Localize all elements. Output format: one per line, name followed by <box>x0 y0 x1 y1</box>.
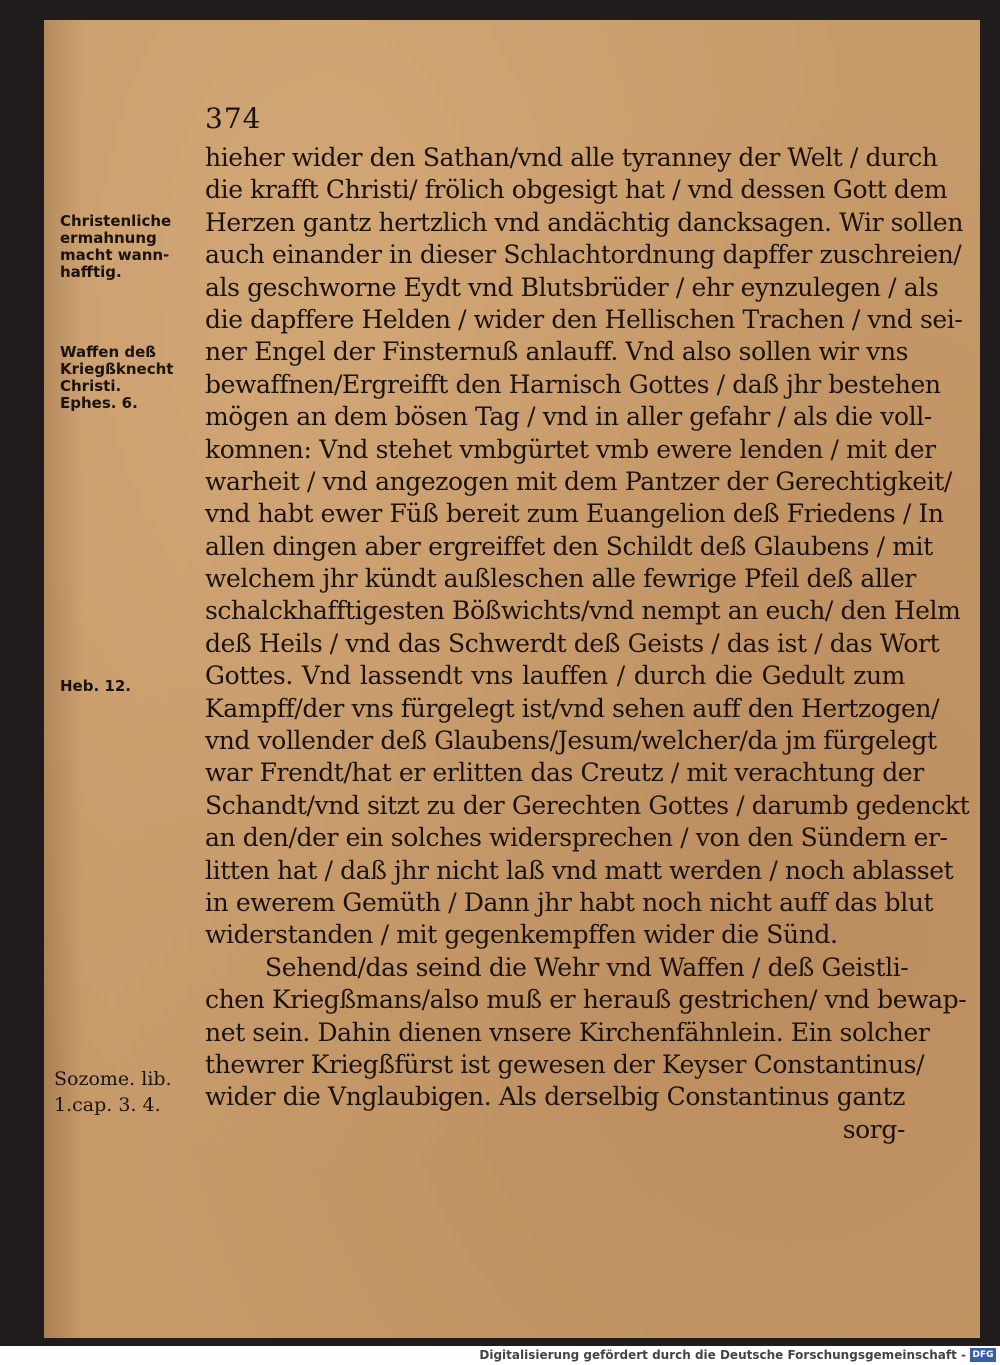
margin-note-line: Sozome. lib. <box>54 1068 172 1090</box>
margin-note-1 <box>60 213 171 281</box>
text-line: hieher wider den Sathan/vnd alle tyranney der Welt / durch <box>205 143 938 172</box>
margin-note-line: Christi. <box>60 377 122 395</box>
text-line: die dapffere Helden / wider den Hellischen Trachen / vnd sei- <box>205 304 963 334</box>
text-line: bewaffnen/Ergreifft den Harnisch Gottes / daß jhr bestehen <box>205 369 941 399</box>
text-line: litten hat / daß jhr nicht laß vnd matt werden / noch ablasset <box>205 855 954 885</box>
text-line: an den/der ein solches widersprechen / von den Sündern er- <box>205 823 948 853</box>
text-line: schalckhafftigesten Bößwichts/vnd nempt an euch/ den Helm <box>205 596 961 626</box>
margin-note-line: ermahnung <box>60 229 157 247</box>
margin-note-line: Ephes. 6. <box>60 394 138 412</box>
margin-note-line: Heb. 12. <box>60 677 131 695</box>
text-line: in ewerem Gemüth / Dann jhr habt noch nicht auff das blut <box>205 887 934 917</box>
text-line: auch einander in dieser Schlachtordnung dapffer zuschreien/ <box>205 240 962 270</box>
margin-note-4 <box>54 1066 172 1118</box>
margin-note-line: Waffen deß <box>60 343 157 361</box>
text-line: chen Kriegßmans/also muß er herauß gestrichen/ vnd bewap- <box>205 985 967 1015</box>
text-line: mögen an dem bösen Tag / vnd in aller gefahr / als die voll- <box>205 402 932 432</box>
text-line: thewrer Kriegßfürst ist gewesen der Keyser Constantinus/ <box>205 1049 925 1079</box>
main-text-block <box>205 142 970 1146</box>
page-number: 374 <box>205 102 262 135</box>
text-line: vnd vollender deß Glaubens/Jesum/welcher/da jm fürgelegt <box>205 726 937 756</box>
text-line: Kampff/der vns fürgelegt ist/vnd sehen auff den Hertzogen/ <box>205 693 940 723</box>
margin-note-line: hafftig. <box>60 263 122 281</box>
margin-note-line: macht wann- <box>60 246 170 264</box>
text-line: vnd habt ewer Füß bereit zum Euangelion deß Friedens / In <box>205 499 944 529</box>
text-line: komnen: Vnd stehet vmbgürtet vmb ewere lenden / mit der <box>205 434 936 464</box>
text-line: war Frendt/hat er erlitten das Creutz / mit verachtung der <box>205 758 924 788</box>
footer-credit: Digitalisierung gefördert durch die Deutsche Forschungsgemeinschaft - <box>479 1348 966 1362</box>
margin-note-3 <box>60 678 131 695</box>
book-page <box>44 20 980 1338</box>
footer-bar <box>0 1346 1000 1365</box>
dfg-logo-icon: DFG <box>970 1348 996 1362</box>
margin-note-2 <box>60 344 173 412</box>
margin-note-line: 1.cap. 3. 4. <box>54 1094 161 1116</box>
text-line: deß Heils / vnd das Schwerdt deß Geists / das ist / das Wort <box>205 628 940 658</box>
text-line: welchem jhr kündt außleschen alle fewrige Pfeil deß aller <box>205 564 916 594</box>
text-line: Herzen gantz hertzlich vnd andächtig dancksagen. Wir sollen <box>205 207 964 237</box>
text-line: wider die Vnglaubigen. Als derselbig Constantinus gantz <box>205 1082 905 1112</box>
margin-note-line: Christenliche <box>60 212 172 230</box>
margin-note-line: Kriegßknecht <box>60 360 174 378</box>
text-line: warheit / vnd angezogen mit dem Pantzer der Gerechtigkeit/ <box>205 466 952 496</box>
text-line: die krafft Christi/ frölich obgesigt hat / vnd dessen Gott dem <box>205 175 948 205</box>
text-line: als geschworne Eydt vnd Blutsbrüder / ehr eynzulegen / als <box>205 272 939 302</box>
text-line: Gottes. Vnd lassendt vns lauffen / durch die Gedult zum <box>205 661 905 691</box>
text-line: Sehend/das seind die Wehr vnd Waffen / deß Geistli- <box>265 952 909 982</box>
text-line: Schandt/vnd sitzt zu der Gerechten Gottes / darumb gedenckt <box>205 790 970 820</box>
text-line: ner Engel der Finsternuß anlauff. Vnd also sollen wir vns <box>205 337 909 367</box>
catchword: sorg- <box>842 1114 905 1144</box>
text-line: widerstanden / mit gegenkempffen wider die Sünd. <box>205 920 838 950</box>
text-line: net sein. Dahin dienen vnsere Kirchenfähnlein. Ein solcher <box>205 1017 930 1047</box>
text-line: allen dingen aber ergreiffet den Schildt deß Glaubens / mit <box>205 531 933 561</box>
